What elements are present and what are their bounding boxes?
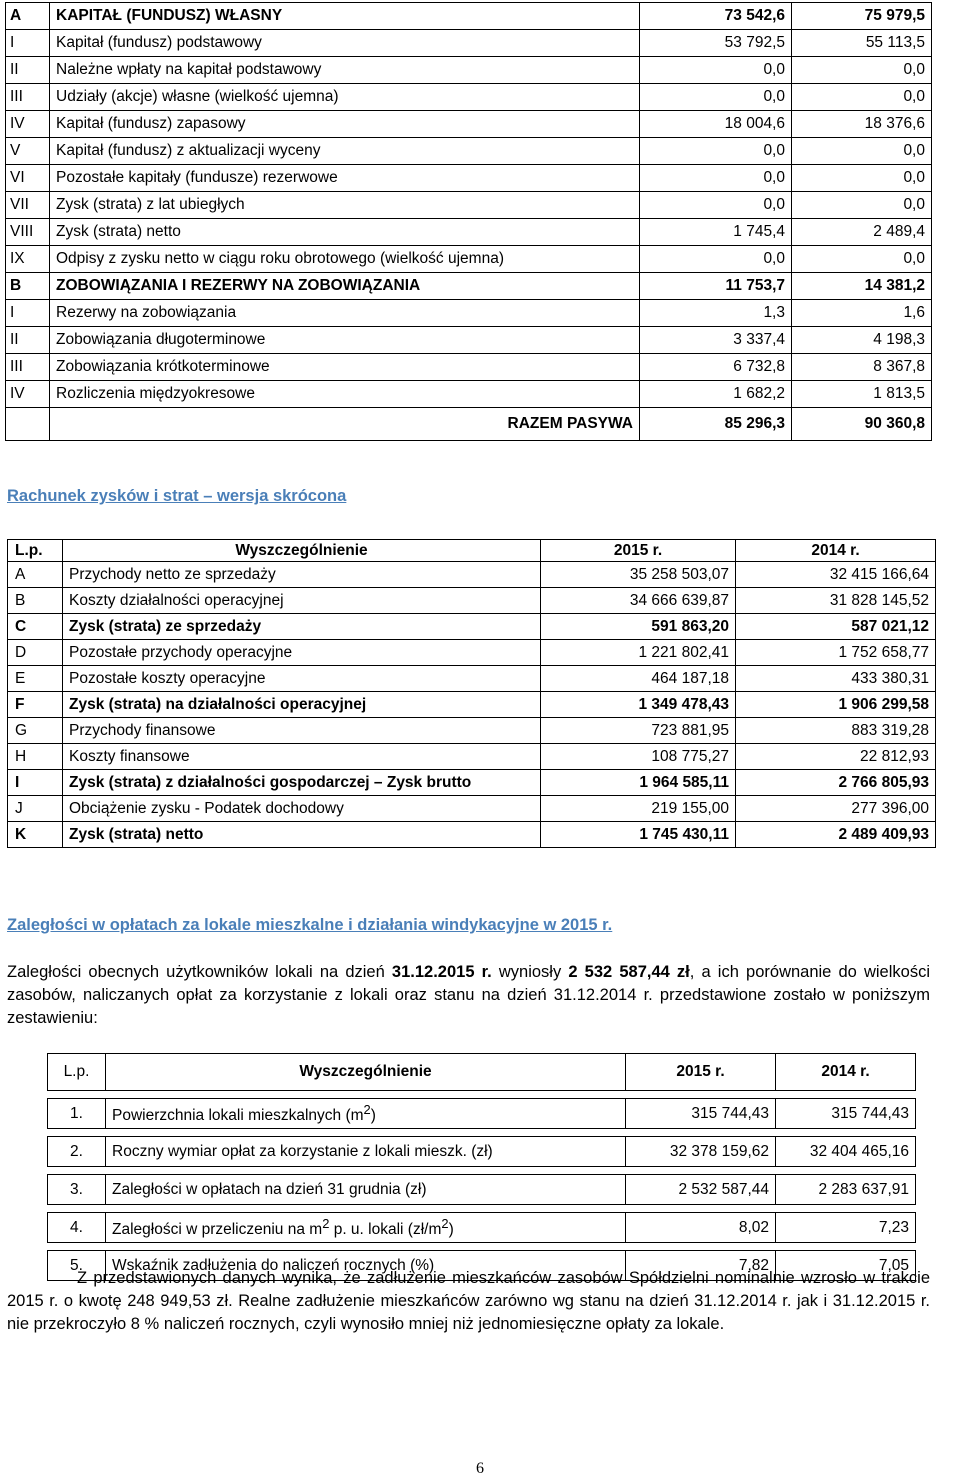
value-2015: 11 753,7: [640, 273, 792, 300]
row-description: Wskaźnik zadłużenia do naliczeń rocznych (%): [106, 1251, 626, 1281]
header-lp: L.p.: [48, 1054, 106, 1091]
header-lp: L.p.: [8, 540, 63, 562]
value-2015: 1 349 478,43: [541, 692, 736, 718]
header-2015: 2015 r.: [541, 540, 736, 562]
total-label: RAZEM PASYWA: [50, 408, 640, 441]
row-lp: IV: [6, 381, 50, 408]
row-lp: III: [6, 354, 50, 381]
row-description: ZOBOWIĄZANIA I REZERWY NA ZOBOWIĄZANIA: [50, 273, 640, 300]
value-2015: 1 682,2: [640, 381, 792, 408]
row-lp: I: [8, 770, 63, 796]
arrears-header-row: [48, 1054, 916, 1091]
value-2014: 883 319,28: [736, 718, 936, 744]
value-2014: 55 113,5: [792, 30, 932, 57]
row-lp: B: [8, 588, 63, 614]
row-description: Udziały (akcje) własne (wielkość ujemna): [50, 84, 640, 111]
value-2014: 0,0: [792, 192, 932, 219]
row-lp: VIII: [6, 219, 50, 246]
conclusion-paragraph: Z przedstawionych danych wynika, że zadłużenie mieszkańców zasobów Spółdzielni nominalnie wzrosło w trakcie 2015 r. o kwotę 248 949,53 zł. Realne zadłużenie mieszkańców zarówno wg stanu na dzień 31.12.2014 r. jak i 31.12.2015 r. nie przekroczyło 8 % naliczeń rocznych, czyli wynosiło mniej niż jednomiesięczne opłaty za lokale.: [7, 1269, 930, 1333]
row-lp: I: [6, 30, 50, 57]
value-2014: 587 021,12: [736, 614, 936, 640]
section-heading-income-statement: Rachunek zysków i strat – wersja skrócona: [7, 487, 347, 505]
value-2015: 1 745,4: [640, 219, 792, 246]
value-2015: 0,0: [640, 192, 792, 219]
balance-row: [6, 192, 932, 219]
row-lp: V: [6, 138, 50, 165]
row-lp: C: [8, 614, 63, 640]
row-lp: J: [8, 796, 63, 822]
row-description: Należne wpłaty na kapitał podstawowy: [50, 57, 640, 84]
value-2015: 2 532 587,44: [626, 1175, 776, 1205]
value-2015: 8,02: [626, 1213, 776, 1243]
header-description: Wyszczególnienie: [106, 1054, 626, 1091]
value-2015: 18 004,6: [640, 111, 792, 138]
income-row: [8, 562, 936, 588]
value-2014: 0,0: [792, 138, 932, 165]
row-description: Pozostałe przychody operacyjne: [63, 640, 541, 666]
arrears-intro-paragraph: Zaległości obecnych użytkowników lokali na dzień 31.12.2015 r. wyniosły 2 532 587,44 zł, a ich porównanie do wielkości zasobów, naliczanych opłat za korzystanie z lokali oraz stanu na dzień 31.12.2014 r. przedstawione zostało w poniższym zestawieniu:: [7, 963, 930, 1027]
value-2015: 34 666 639,87: [541, 588, 736, 614]
row-description: Pozostałe koszty operacyjne: [63, 666, 541, 692]
balance-row: [6, 57, 932, 84]
value-2015: 0,0: [640, 57, 792, 84]
row-lp: II: [6, 57, 50, 84]
income-row: [8, 640, 936, 666]
row-lp: I: [6, 300, 50, 327]
income-row: [8, 770, 936, 796]
row-description: Zobowiązania długoterminowe: [50, 327, 640, 354]
row-lp: 3.: [48, 1175, 106, 1205]
income-row: [8, 666, 936, 692]
arrears-table: [47, 1053, 916, 1281]
balance-row: [6, 138, 932, 165]
row-description: Roczny wymiar opłat za korzystanie z lokali mieszk. (zł): [106, 1137, 626, 1167]
balance-row: [6, 354, 932, 381]
row-description: Zysk (strata) z lat ubiegłych: [50, 192, 640, 219]
balance-row: [6, 219, 932, 246]
value-2014: 1 752 658,77: [736, 640, 936, 666]
income-row: [8, 588, 936, 614]
row-lp: 4.: [48, 1213, 106, 1243]
value-2014: 0,0: [792, 246, 932, 273]
value-2015: 464 187,18: [541, 666, 736, 692]
arrears-row: [48, 1137, 916, 1167]
balance-row: [6, 381, 932, 408]
value-2014: 18 376,6: [792, 111, 932, 138]
row-lp: 1.: [48, 1099, 106, 1129]
value-2014: 315 744,43: [776, 1099, 916, 1129]
row-description: Zysk (strata) na działalności operacyjnej: [63, 692, 541, 718]
value-2014: 32 404 465,16: [776, 1137, 916, 1167]
income-row: [8, 692, 936, 718]
balance-row: [6, 273, 932, 300]
row-description: Zaległości w opłatach na dzień 31 grudnia (zł): [106, 1175, 626, 1205]
value-2014: 277 396,00: [736, 796, 936, 822]
income-header-row: [8, 540, 936, 562]
row-lp: III: [6, 84, 50, 111]
value-2015: 73 542,6: [640, 3, 792, 30]
value-2014: 31 828 145,52: [736, 588, 936, 614]
value-2015: 0,0: [640, 246, 792, 273]
balance-row: [6, 165, 932, 192]
value-2015: 1 745 430,11: [541, 822, 736, 848]
value-2014: 0,0: [792, 165, 932, 192]
row-lp: F: [8, 692, 63, 718]
value-2015: 7,82: [626, 1251, 776, 1281]
value-2014: 14 381,2: [792, 273, 932, 300]
row-lp: G: [8, 718, 63, 744]
value-2014: 4 198,3: [792, 327, 932, 354]
value-2014: 0,0: [792, 57, 932, 84]
row-description: Obciążenie zysku - Podatek dochodowy: [63, 796, 541, 822]
row-description: Rozliczenia międzyokresowe: [50, 381, 640, 408]
income-row: [8, 796, 936, 822]
value-2015: 0,0: [640, 84, 792, 111]
row-lp: H: [8, 744, 63, 770]
header-description: Wyszczególnienie: [63, 540, 541, 562]
value-2015: 32 378 159,62: [626, 1137, 776, 1167]
value-2015: 35 258 503,07: [541, 562, 736, 588]
value-2015: 6 732,8: [640, 354, 792, 381]
value-2014: 32 415 166,64: [736, 562, 936, 588]
row-description: Zysk (strata) netto: [63, 822, 541, 848]
row-description: Przychody netto ze sprzedaży: [63, 562, 541, 588]
value-2014: 1 813,5: [792, 381, 932, 408]
row-lp: D: [8, 640, 63, 666]
row-description: Zysk (strata) ze sprzedaży: [63, 614, 541, 640]
value-2014: 2 283 637,91: [776, 1175, 916, 1205]
row-description: Rezerwy na zobowiązania: [50, 300, 640, 327]
header-2014: 2014 r.: [776, 1054, 916, 1091]
value-2014: 0,0: [792, 84, 932, 111]
income-row: [8, 718, 936, 744]
row-lp: IV: [6, 111, 50, 138]
value-2014: 7,23: [776, 1213, 916, 1243]
value-2014: 22 812,93: [736, 744, 936, 770]
row-description: Powierzchnia lokali mieszkalnych $(m^2)$: [106, 1099, 626, 1129]
value-2015: 1 221 802,41: [541, 640, 736, 666]
row-description: Zobowiązania krótkoterminowe: [50, 354, 640, 381]
value-2014: 2 489,4: [792, 219, 932, 246]
arrears-row: [48, 1213, 916, 1243]
value-2015: 108 775,27: [541, 744, 736, 770]
balance-row: [6, 30, 932, 57]
balance-row: [6, 246, 932, 273]
row-lp: B: [6, 273, 50, 300]
balance-row: [6, 327, 932, 354]
value-2015: 1,3: [640, 300, 792, 327]
total-2014: 90 360,8: [792, 408, 932, 441]
row-lp: A: [6, 3, 50, 30]
value-2015: 3 337,4: [640, 327, 792, 354]
row-lp: E: [8, 666, 63, 692]
row-lp: A: [8, 562, 63, 588]
page-number: 6: [476, 1460, 484, 1477]
value-2015: 315 744,43: [626, 1099, 776, 1129]
income-row: [8, 822, 936, 848]
row-lp: II: [6, 327, 50, 354]
income-row: [8, 614, 936, 640]
row-lp: VII: [6, 192, 50, 219]
row-description: Zaległości w przeliczeniu na $m^2$ p. u. lokali $(zł/m^2)$: [106, 1213, 626, 1243]
value-2015: 1 964 585,11: [541, 770, 736, 796]
balance-row: [6, 111, 932, 138]
row-description: Pozostałe kapitały (fundusze) rezerwowe: [50, 165, 640, 192]
arrears-row: [48, 1175, 916, 1205]
row-description: Odpisy z zysku netto w ciągu roku obrotowego (wielkość ujemna): [50, 246, 640, 273]
balance-row: [6, 84, 932, 111]
header-2015: 2015 r.: [626, 1054, 776, 1091]
value-2014: 7,05: [776, 1251, 916, 1281]
balance-table: [5, 2, 932, 441]
value-2014: 75 979,5: [792, 3, 932, 30]
row-description: Koszty działalności operacyjnej: [63, 588, 541, 614]
row-lp: VI: [6, 165, 50, 192]
row-description: Kapitał (fundusz) z aktualizacji wyceny: [50, 138, 640, 165]
value-2014: 1 906 299,58: [736, 692, 936, 718]
arrears-row: [48, 1099, 916, 1129]
total-2015: 85 296,3: [640, 408, 792, 441]
row-lp: 2.: [48, 1137, 106, 1167]
value-2014: 2 489 409,93: [736, 822, 936, 848]
value-2014: 1,6: [792, 300, 932, 327]
row-description: Kapitał (fundusz) podstawowy: [50, 30, 640, 57]
balance-row: [6, 3, 932, 30]
row-description: Przychody finansowe: [63, 718, 541, 744]
balance-row: [6, 300, 932, 327]
row-lp: K: [8, 822, 63, 848]
income-row: [8, 744, 936, 770]
row-lp: 5.: [48, 1251, 106, 1281]
value-2015: 591 863,20: [541, 614, 736, 640]
value-2015: 723 881,95: [541, 718, 736, 744]
row-lp: IX: [6, 246, 50, 273]
row-description: Zysk (strata) netto: [50, 219, 640, 246]
header-2014: 2014 r.: [736, 540, 936, 562]
row-description: Zysk (strata) z działalności gospodarczej – Zysk brutto: [63, 770, 541, 796]
value-2014: 433 380,31: [736, 666, 936, 692]
value-2015: 219 155,00: [541, 796, 736, 822]
balance-total-row: [6, 408, 932, 441]
row-description: KAPITAŁ (FUNDUSZ) WŁASNY: [50, 3, 640, 30]
value-2014: 8 367,8: [792, 354, 932, 381]
row-description: Kapitał (fundusz) zapasowy: [50, 111, 640, 138]
value-2014: 2 766 805,93: [736, 770, 936, 796]
value-2015: 53 792,5: [640, 30, 792, 57]
row-description: Koszty finansowe: [63, 744, 541, 770]
value-2015: 0,0: [640, 165, 792, 192]
value-2015: 0,0: [640, 138, 792, 165]
section-heading-arrears: Zaległości w opłatach za lokale mieszkalne i działania windykacyjne w 2015 r.: [7, 916, 613, 934]
income-table: [7, 539, 936, 848]
